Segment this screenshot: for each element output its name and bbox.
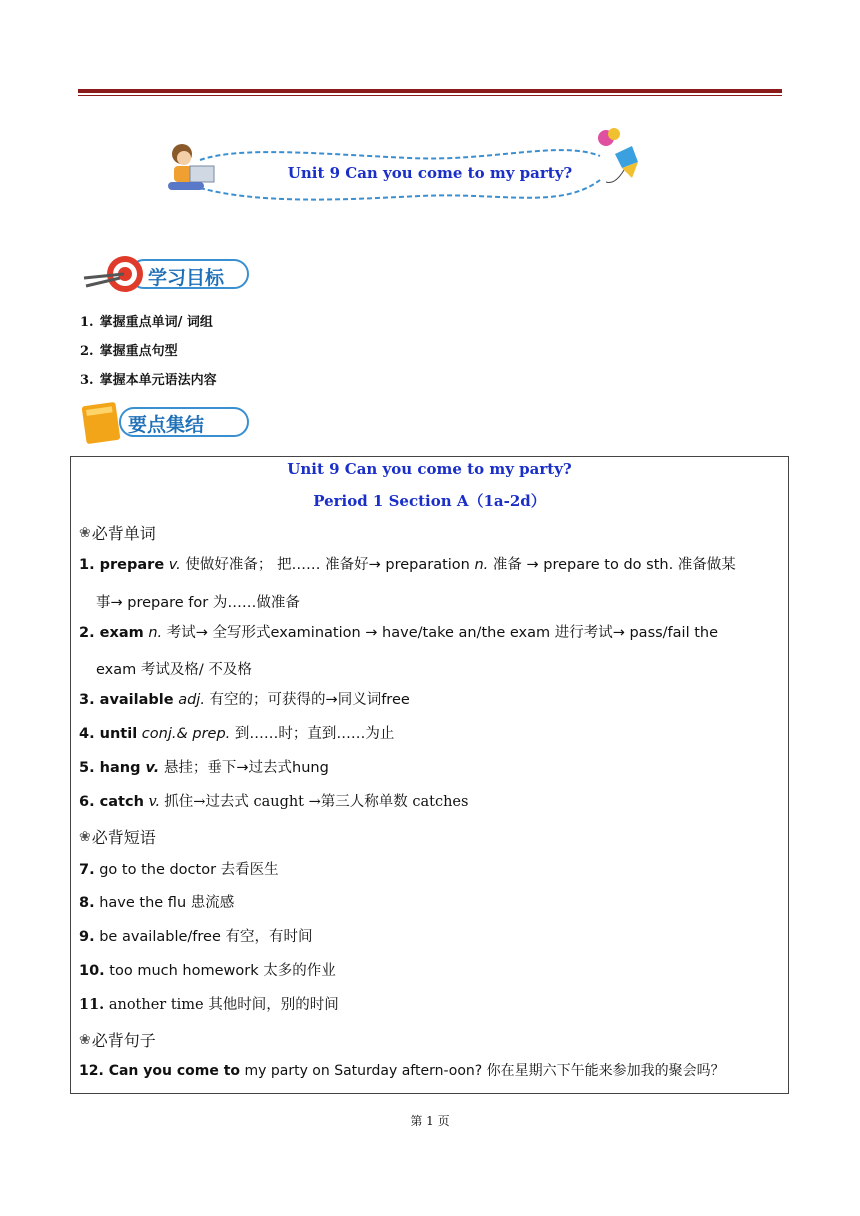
header-rule xyxy=(78,89,782,93)
goal-item: 3. 掌握本单元语法内容 xyxy=(80,373,217,388)
sentence-entry: 12. Can you come to my party on Saturday aftern-oon? 你在星期六下午能来参加我的聚会吗？ xyxy=(79,1063,725,1079)
word-entry: 1. prepare v. 使做好准备； 把…… 准备好→ preparation n. 准备 → prepare to do sth. 准备做某 xyxy=(79,557,736,573)
word-entry: 6. catch v. 抓住→过去式 caught →第三人称单数 catches xyxy=(79,794,469,810)
points-section-label: 要点集结 xyxy=(128,414,205,436)
phrase-entry: 7. go to the doctor 去看医生 xyxy=(79,862,279,878)
goal-item: 1. 掌握重点单词/ 词组 xyxy=(80,315,213,330)
content-box xyxy=(70,456,789,1094)
phrase-entry: 9. be available/free 有空，有时间 xyxy=(79,929,313,945)
word-entry: 5. hang v. 悬挂；垂下→过去式hung xyxy=(79,760,329,776)
words-heading: ❀ 必背单词 xyxy=(79,524,156,543)
phrase-entry: 10. too much homework 太多的作业 xyxy=(79,963,336,979)
target-icon xyxy=(84,256,143,292)
word-entry: 3. available adj. 有空的；可获得的→同义词free xyxy=(79,692,410,708)
box-period: Period 1 Section A（1a-2d） xyxy=(313,492,546,510)
book-icon xyxy=(82,402,121,444)
flower-icon: ❀ xyxy=(79,1031,91,1048)
goal-item: 2. 掌握重点句型 xyxy=(80,344,178,359)
goals-section-label: 学习目标 xyxy=(148,267,225,289)
word-entry: 2. exam n. 考试→ 全写形式examination → have/take an/the exam 进行考试→ pass/fail the xyxy=(79,625,719,641)
flower-icon: ❀ xyxy=(79,828,91,845)
page-number: 第 1 页 xyxy=(410,1114,450,1128)
phrase-entry: 11. another time 其他时间，别的时间 xyxy=(79,996,339,1013)
sentences-heading: ❀ 必背句子 xyxy=(79,1031,156,1050)
box-title: Unit 9 Can you come to my party? xyxy=(287,460,572,478)
phrase-entry: 8. have the flu 患流感 xyxy=(79,895,235,911)
flower-icon: ❀ xyxy=(79,524,91,541)
header-rule-thin xyxy=(78,95,782,96)
phrases-heading: ❀ 必背短语 xyxy=(79,828,156,847)
word-entry-cont: exam 考试及格/ 不及格 xyxy=(96,662,252,678)
word-entry: 4. until conj.& prep. 到……时；直到……为止 xyxy=(79,726,395,742)
banner-title: Unit 9 Can you come to my party? xyxy=(287,164,573,182)
word-entry-cont: 事→ prepare for 为……做准备 xyxy=(96,595,300,611)
